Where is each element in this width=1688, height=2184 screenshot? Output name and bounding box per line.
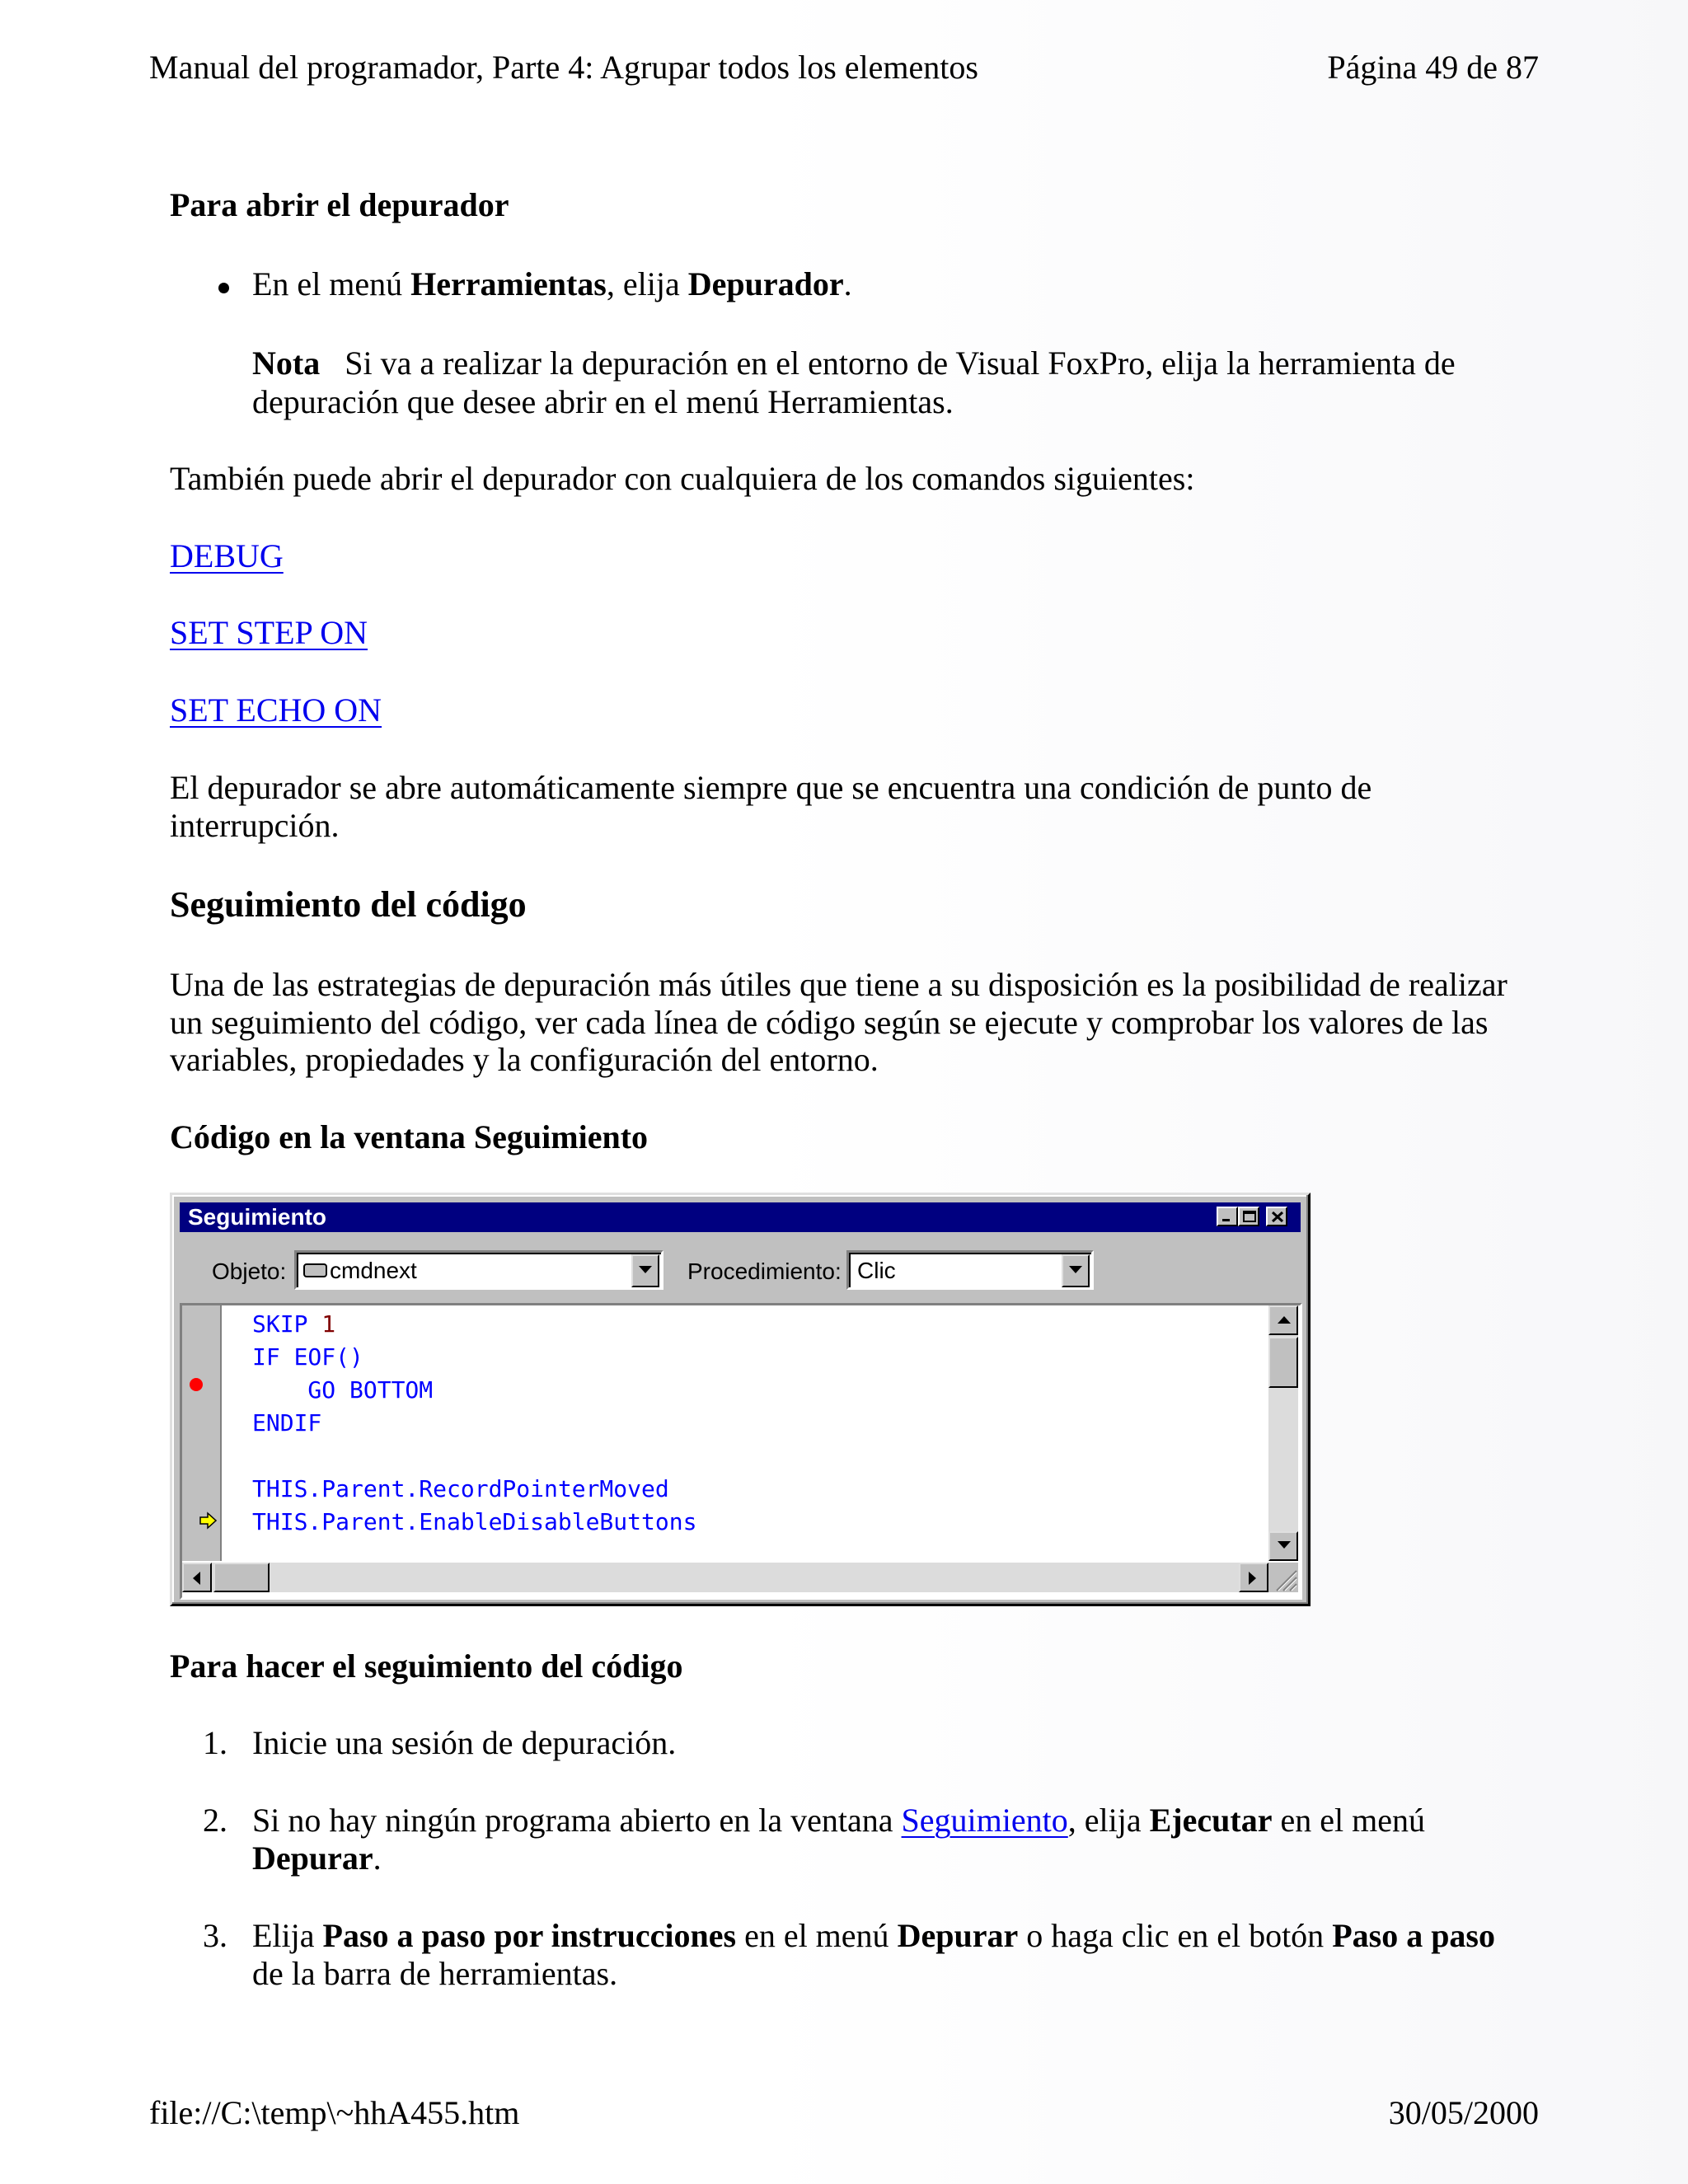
set-echo-on-link[interactable]: SET ECHO ON xyxy=(170,691,382,729)
step-2-text-pre: Si no hay ningún programa abierto en la ventana xyxy=(252,1802,902,1839)
code-line-current: THIS.Parent.EnableDisableButtons xyxy=(252,1508,697,1535)
scroll-up-button[interactable] xyxy=(1268,1305,1298,1335)
command-run: Ejecutar xyxy=(1149,1802,1273,1839)
arrow-up-icon xyxy=(1278,1315,1291,1324)
code-keyword: SKIP xyxy=(252,1310,322,1338)
command-button-icon xyxy=(303,1263,328,1278)
vertical-scroll-thumb[interactable] xyxy=(1268,1337,1298,1388)
trace-window xyxy=(170,1193,1311,1606)
figure-caption: Código en la ventana Seguimiento xyxy=(170,1118,649,1155)
auto-open-line-1: El depurador se abre automáticamente siempre que se encuentra una condición de punto de xyxy=(170,769,1372,806)
debug-link[interactable]: DEBUG xyxy=(170,537,284,574)
step-2-line-1 xyxy=(252,1802,1425,1840)
bullet-item-open-debugger xyxy=(252,265,852,303)
note-text-1: Si va a realizar la depuración en el entorno de Visual FoxPro, elija la herramienta de xyxy=(345,344,1456,382)
code-line xyxy=(252,1308,335,1341)
trace-para-line-3: variables, propiedades y la configuración del entorno. xyxy=(170,1041,879,1078)
step-3-line-1 xyxy=(252,1917,1495,1955)
running-header-title: Manual del programador, Parte 4: Agrupar todos los elementos xyxy=(149,49,978,86)
command-link-set-echo-on[interactable] xyxy=(170,691,382,729)
section-heading-open-debugger: Para abrir el depurador xyxy=(170,186,509,223)
chevron-down-icon xyxy=(639,1266,652,1274)
running-footer-path: file://C:\temp\~hhA455.htm xyxy=(149,2094,520,2131)
bullet-text-pre: En el menú xyxy=(252,265,411,302)
auto-open-line-2: interrupción. xyxy=(170,807,340,844)
menu-name-tools: Herramientas xyxy=(410,265,607,302)
command-link-debug[interactable] xyxy=(170,537,284,575)
arrow-right-icon xyxy=(1248,1572,1258,1585)
current-line-arrow-icon xyxy=(199,1511,218,1530)
step-2-line-2 xyxy=(252,1840,382,1877)
step-2-text-end: . xyxy=(373,1840,382,1877)
scroll-left-button[interactable] xyxy=(182,1563,212,1592)
command-link-set-step-on[interactable] xyxy=(170,614,368,652)
vertical-scrollbar[interactable] xyxy=(1268,1305,1298,1561)
minimize-icon xyxy=(1220,1210,1235,1223)
trace-window-title: Seguimiento xyxy=(188,1204,327,1230)
arrow-left-icon xyxy=(191,1572,201,1585)
set-step-on-link[interactable]: SET STEP ON xyxy=(170,614,368,651)
close-button[interactable] xyxy=(1266,1207,1287,1226)
code-line: ENDIF xyxy=(252,1409,322,1436)
note-line-2: depuración que desee abrir en el menú Herramientas. xyxy=(252,383,954,420)
step-number: 2. xyxy=(203,1802,227,1839)
section-heading-steps: Para hacer el seguimiento del código xyxy=(170,1647,683,1685)
procedure-combo-dropdown-button[interactable] xyxy=(1062,1254,1090,1287)
arrow-down-icon xyxy=(1278,1540,1291,1550)
minimize-button[interactable] xyxy=(1217,1207,1238,1226)
trace-window-titlebar[interactable] xyxy=(180,1202,1301,1232)
step-3-text-mid: en el menú xyxy=(736,1917,898,1954)
code-line-breakpoint: GO BOTTOM xyxy=(252,1376,434,1404)
running-header-page-number: Página 49 de 87 xyxy=(1327,49,1539,86)
step-1-text: Inicie una sesión de depuración. xyxy=(252,1724,677,1761)
step-number: 1. xyxy=(203,1724,227,1761)
maximize-button[interactable] xyxy=(1238,1207,1259,1226)
section-heading-trace: Seguimiento del código xyxy=(170,884,527,925)
breakpoint-icon xyxy=(190,1378,203,1391)
bullet-text-post: . xyxy=(843,265,852,302)
procedure-label: Procedimiento: xyxy=(687,1258,842,1284)
resize-grip-icon xyxy=(1268,1563,1298,1592)
note-label: Nota xyxy=(252,344,321,382)
maximize-icon xyxy=(1241,1210,1256,1223)
command-step-into: Paso a paso por instrucciones xyxy=(322,1917,737,1954)
running-footer-date: 30/05/2000 xyxy=(1388,2094,1539,2131)
step-3-line-2: de la barra de herramientas. xyxy=(252,1955,618,1992)
scroll-down-button[interactable] xyxy=(1268,1531,1298,1561)
object-combo-dropdown-button[interactable] xyxy=(631,1254,659,1287)
step-3-text-pre: Elija xyxy=(252,1917,323,1954)
scroll-right-button[interactable] xyxy=(1239,1563,1268,1592)
trace-window-link[interactable]: Seguimiento xyxy=(901,1802,1068,1839)
menu-name-debug: Depurar xyxy=(252,1840,373,1877)
chevron-down-icon xyxy=(1069,1266,1082,1274)
menu-item-debugger: Depurador xyxy=(687,265,844,302)
bullet-icon xyxy=(218,283,229,293)
object-combo[interactable] xyxy=(294,1250,663,1290)
step-3-text-mid2: o haga clic en el botón xyxy=(1018,1917,1333,1954)
note-line-1 xyxy=(252,344,1456,382)
close-icon xyxy=(1269,1210,1284,1223)
code-line: IF EOF() xyxy=(252,1343,363,1371)
object-label: Objeto: xyxy=(212,1258,287,1284)
step-2-text-post: en el menú xyxy=(1272,1802,1425,1839)
code-pane[interactable] xyxy=(180,1303,1302,1600)
step-number: 3. xyxy=(203,1917,227,1954)
trace-para-line-1: Una de las estrategias de depuración más útiles que tiene a su disposición es la posibilidad de realizar xyxy=(170,966,1507,1003)
bullet-text-mid: , elija xyxy=(606,265,688,302)
code-gutter[interactable] xyxy=(182,1305,222,1561)
menu-name-debug: Depurar xyxy=(897,1917,1019,1954)
trace-para-line-2: un seguimiento del código, ver cada línea de código según se ejecute y comprobar los valores de las xyxy=(170,1004,1489,1041)
object-combo-value: cmdnext xyxy=(330,1258,417,1283)
procedure-combo[interactable] xyxy=(846,1250,1094,1290)
horizontal-scrollbar[interactable] xyxy=(182,1563,1268,1592)
step-2-text-mid: , elija xyxy=(1067,1802,1150,1839)
code-number: 1 xyxy=(321,1310,336,1338)
also-commands-text: También puede abrir el depurador con cualquiera de los comandos siguientes: xyxy=(170,460,1195,497)
resize-grip[interactable] xyxy=(1268,1563,1298,1592)
procedure-combo-value: Clic xyxy=(857,1258,896,1283)
code-line: THIS.Parent.RecordPointerMoved xyxy=(252,1475,669,1502)
button-name-step: Paso a paso xyxy=(1332,1917,1495,1954)
horizontal-scroll-thumb[interactable] xyxy=(213,1563,270,1592)
